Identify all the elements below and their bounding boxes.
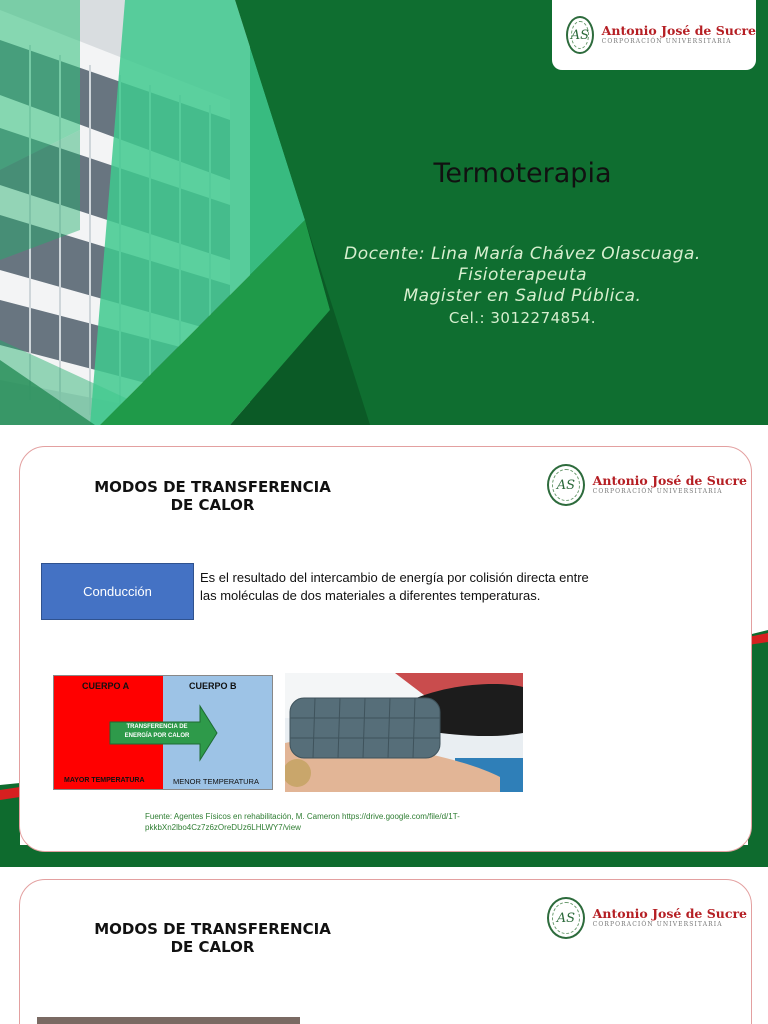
source-line-2: pkkbXn2lbo4Cz7z6zOreDUz6LHLWY7/view — [145, 823, 301, 832]
body-a-label: CUERPO A — [82, 681, 130, 691]
docente-phone: Cel.: 3012274854. — [448, 309, 597, 327]
heading-line-2: DE CALOR — [170, 496, 255, 514]
docente-name: Docente: Lina María Chávez Olascuaga. — [344, 244, 701, 264]
university-subtitle: CORPORACIÓN UNIVERSITARIA — [601, 38, 732, 46]
arrow-label — [114, 723, 200, 741]
heading-line-1: MODOS DE TRANSFERENCIA — [94, 920, 331, 938]
slide2-heading — [70, 478, 355, 514]
slide3-heading — [70, 920, 355, 956]
docente-degree: Magister en Salud Pública. — [403, 286, 642, 306]
university-subtitle: CORPORACIÓN UNIVERSITARIA — [592, 488, 723, 496]
university-logo-slide2 — [547, 462, 747, 508]
heat-pack-photo — [285, 673, 523, 792]
description-line-2: las moléculas de dos materiales a diferentes temperaturas. — [200, 588, 541, 603]
source-line-1: Fuente: Agentes Físicos en rehabilitación, M. Cameron https://drive.google.com/file/d/1T- — [145, 812, 460, 821]
university-seal: AS — [547, 897, 585, 939]
heading-line-2: DE CALOR — [170, 938, 255, 956]
title-slide — [0, 0, 768, 425]
cold-label: MENOR TEMPERATURA — [173, 777, 259, 786]
conduccion-label-box: Conducción — [41, 563, 194, 620]
university-seal: AS — [566, 16, 594, 54]
arrow-label-line-2: ENERGÍA POR CALOR — [124, 733, 190, 739]
docente-profession: Fisioterapeuta — [457, 265, 588, 285]
university-logo-slide3 — [547, 895, 747, 941]
university-name: Antonio José de Sucre — [601, 22, 756, 38]
university-subtitle: CORPORACIÓN UNIVERSITARIA — [592, 921, 723, 929]
university-name: Antonio José de Sucre — [592, 472, 747, 488]
body-b-label: CUERPO B — [189, 681, 237, 691]
heat-transfer-diagram — [53, 675, 273, 790]
hot-label: MAYOR TEMPERATURA — [64, 777, 145, 784]
presentation-title: Termoterapia — [433, 158, 612, 189]
arrow-label-line-1: TRANSFERENCIA DE — [126, 724, 188, 730]
conduccion-description — [200, 569, 610, 605]
university-name: Antonio José de Sucre — [592, 905, 747, 921]
university-logo — [552, 0, 756, 70]
description-line-1: Es el resultado del intercambio de energía por colisión directa entre — [200, 570, 589, 585]
slide3-image-top — [37, 1017, 300, 1024]
source-citation — [145, 811, 495, 833]
heading-line-1: MODOS DE TRANSFERENCIA — [94, 478, 331, 496]
university-seal: AS — [547, 464, 585, 506]
